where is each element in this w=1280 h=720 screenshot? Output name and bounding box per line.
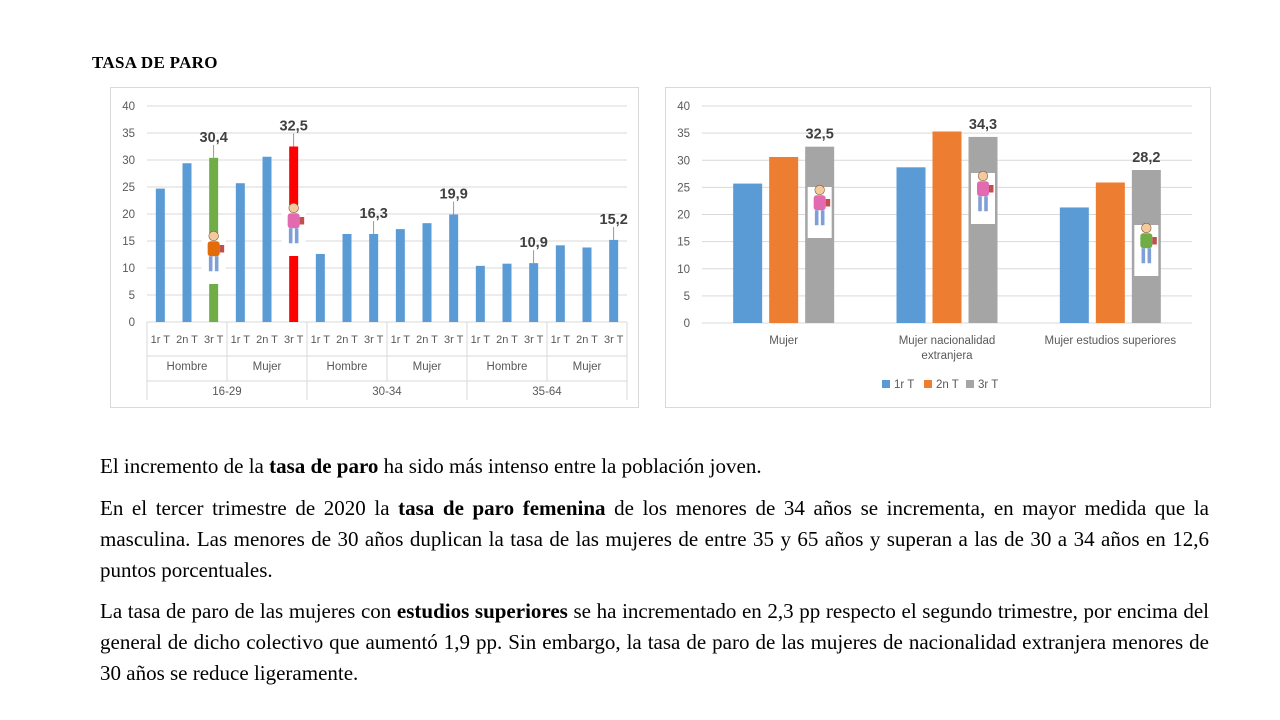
y-tick-label: 35	[677, 128, 690, 141]
x-tick-label: 1r T	[390, 334, 411, 346]
legend-swatch	[882, 380, 890, 388]
bar	[316, 254, 325, 322]
x-tick-label: 2n T	[336, 334, 358, 346]
x-tick-label: 2n T	[576, 334, 598, 346]
data-label: 30,4	[199, 129, 228, 146]
chart-women-groups-svg	[666, 88, 1210, 407]
bar	[897, 167, 926, 323]
y-tick-label: 10	[122, 263, 135, 275]
age-group-label: 35-64	[532, 386, 562, 398]
legend-swatch	[966, 380, 974, 388]
y-tick-label: 20	[677, 209, 690, 222]
x-tick-label: 3r T	[603, 334, 624, 346]
y-tick-label: 25	[677, 182, 690, 195]
y-tick-label: 15	[677, 236, 690, 249]
chart-age-sex-svg	[111, 88, 638, 407]
x-tick-label: 3r T	[443, 334, 464, 346]
data-label: 10,9	[519, 235, 548, 252]
woman-figure-icon	[1134, 223, 1158, 276]
paragraph-1	[100, 451, 1209, 482]
bar	[343, 234, 352, 322]
page-title: TASA DE PARO	[92, 53, 218, 72]
woman-figure-icon	[282, 203, 306, 256]
x-tick-label: 3r T	[363, 334, 384, 346]
bar	[476, 266, 485, 322]
paragraph-2-run-2: tasa de paro femenina	[398, 496, 606, 520]
bar	[733, 184, 762, 323]
sex-group-label: Hombre	[166, 361, 208, 373]
y-tick-label: 5	[128, 290, 135, 302]
paragraph-1-run-2: tasa de paro	[269, 454, 379, 478]
x-category-label: Mujer estudios superiores	[1044, 335, 1177, 347]
x-tick-label: 2n T	[256, 334, 278, 346]
paragraph-3-run-2: estudios superiores	[396, 599, 568, 623]
data-label: 19,9	[439, 186, 468, 203]
paragraph-2	[100, 493, 1209, 586]
bar	[969, 137, 998, 323]
paragraph-1-text	[100, 451, 1209, 482]
sex-group-label: Mujer	[412, 361, 442, 373]
y-tick-label: 10	[677, 263, 690, 276]
legend-label: 3r T	[978, 379, 999, 391]
sex-group-label: Hombre	[326, 361, 368, 373]
x-category-label: extranjera	[921, 350, 973, 362]
x-tick-label: 1r T	[550, 334, 571, 346]
bar	[423, 223, 432, 322]
bar	[583, 247, 592, 322]
bar	[236, 183, 245, 322]
y-tick-label: 30	[122, 155, 135, 167]
x-tick-label: 1r T	[310, 334, 331, 346]
y-tick-label: 0	[128, 317, 135, 329]
x-tick-label: 2n T	[176, 334, 198, 346]
bar	[263, 157, 272, 322]
y-tick-label: 25	[122, 182, 135, 194]
bar	[609, 240, 618, 322]
y-tick-label: 35	[122, 128, 135, 140]
data-label: 28,2	[1132, 150, 1161, 167]
paragraph-3-text	[100, 596, 1209, 689]
bar	[369, 234, 378, 322]
man-figure-icon	[202, 231, 226, 284]
x-tick-label: 1r T	[150, 334, 171, 346]
paragraph-2-run-1: En el tercer trimestre de 2020 la	[100, 496, 399, 520]
data-label: 32,5	[279, 118, 308, 135]
x-tick-label: 1r T	[470, 334, 491, 346]
chart-age-sex	[110, 87, 639, 408]
paragraph-3-run-3: se ha incrementado en 2,3 pp respecto el segundo trimestre, por encima del general de dicho colectivo que aumentó 1,9 pp. Sin embargo, la tasa de paro de las mujeres de nacionalidad extranjera menores de 30 años se reduce ligeramente.	[100, 599, 1209, 685]
data-label: 34,3	[968, 116, 998, 133]
x-tick-label: 2n T	[416, 334, 438, 346]
sex-group-label: Hombre	[486, 361, 528, 373]
y-tick-label: 0	[683, 318, 690, 330]
bar	[396, 229, 405, 322]
legend-label: 2n T	[936, 379, 959, 391]
legend-label: 1r T	[894, 379, 915, 391]
x-tick-label: 2n T	[496, 334, 518, 346]
sex-group-label: Mujer	[572, 361, 602, 373]
bar	[156, 189, 165, 322]
age-group-label: 16-29	[212, 386, 242, 398]
x-tick-label: 3r T	[203, 334, 224, 346]
legend-swatch	[924, 380, 932, 388]
bar	[503, 264, 512, 322]
bar	[1060, 207, 1089, 323]
woman-figure-icon	[971, 171, 995, 224]
data-label: 15,2	[599, 211, 628, 228]
bar	[449, 215, 458, 322]
x-tick-label: 3r T	[283, 334, 304, 346]
bar	[1096, 182, 1125, 323]
paragraph-1-run-3: ha sido más intenso entre la población joven.	[378, 454, 762, 478]
y-tick-label: 30	[677, 155, 690, 168]
y-tick-label: 40	[122, 101, 135, 113]
paragraph-3-run-1: La tasa de paro de las mujeres con	[100, 599, 397, 623]
chart-women-groups	[665, 87, 1211, 408]
bar	[529, 263, 538, 322]
x-category-label: Mujer	[769, 335, 799, 347]
x-tick-label: 3r T	[523, 334, 544, 346]
paragraph-1-run-1: El incremento de la	[100, 454, 270, 478]
y-tick-label: 20	[122, 209, 135, 221]
paragraph-2-run-3: de los menores de 34 años se incrementa, en mayor medida que la masculina. Las menores de 30 años duplican la tasa de las mujeres de entre 35 y 65 años y superan a las de 30 a 34 años en 12,6 puntos porcentuales.	[100, 496, 1210, 582]
woman-figure-icon	[808, 185, 832, 238]
data-label: 16,3	[359, 205, 388, 222]
age-group-label: 30-34	[372, 386, 402, 398]
bar	[933, 131, 962, 323]
x-tick-label: 1r T	[230, 334, 251, 346]
bar	[769, 157, 798, 323]
x-category-label: Mujer nacionalidad	[898, 335, 996, 347]
data-label: 32,5	[805, 126, 834, 143]
bar	[556, 245, 565, 322]
y-tick-label: 15	[122, 236, 135, 248]
paragraph-3	[100, 596, 1209, 689]
y-tick-label: 40	[677, 101, 690, 113]
sex-group-label: Mujer	[252, 361, 282, 373]
bar	[183, 163, 192, 322]
paragraph-2-text	[100, 493, 1209, 586]
y-tick-label: 5	[683, 290, 690, 303]
